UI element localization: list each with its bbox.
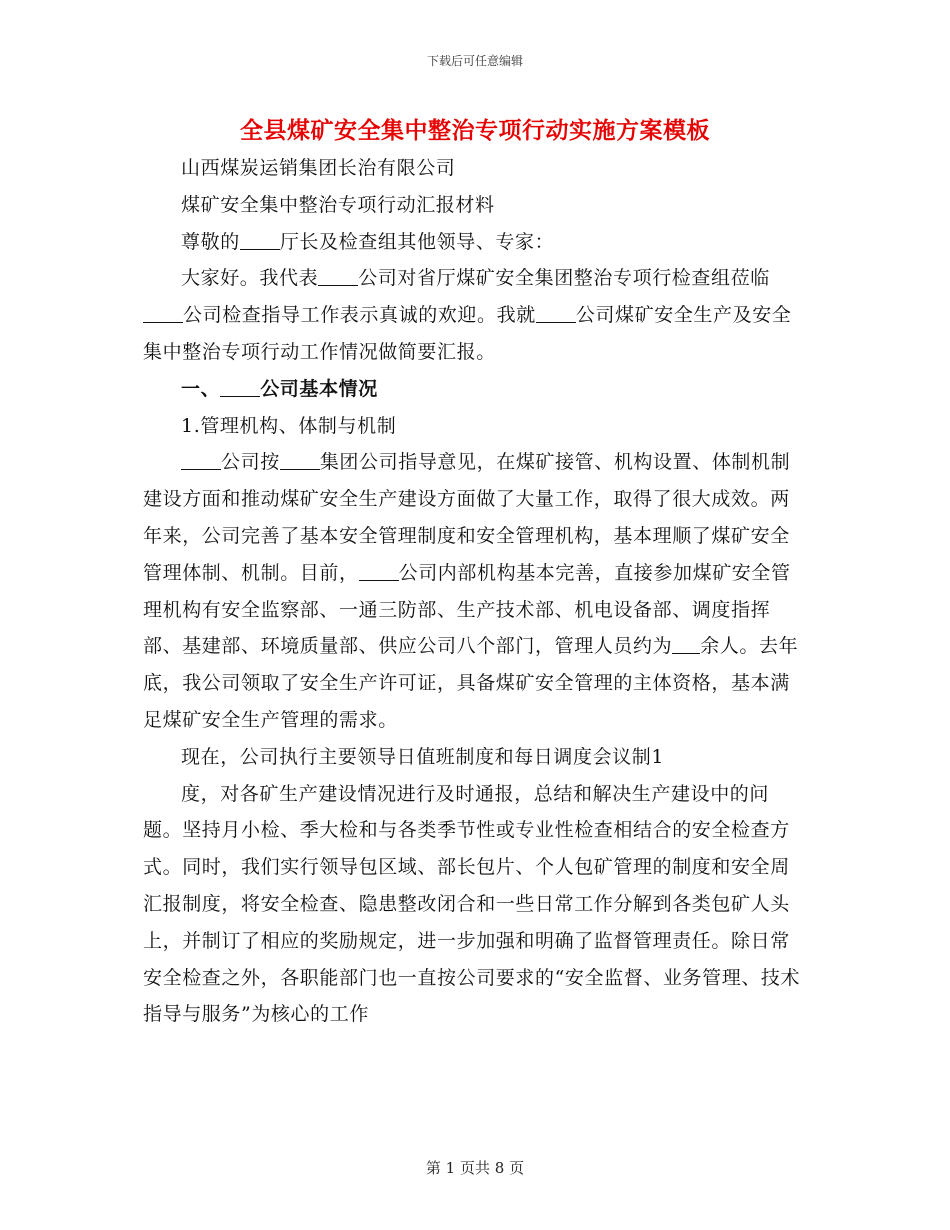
page-number: 第 1 页共 8 页 — [425, 1159, 525, 1177]
para1-text-d: 余人。去年底，我公司领取了安全生产许可证，具备煤矿安全管理的主体资格，基本满足煤矿安全生产管理的需求。 — [143, 635, 799, 731]
company-name: 山西煤炭运销集团长治有限公司 — [181, 157, 456, 179]
duty-paragraph-line: 现在，公司执行主要领导日值班制度和每日调度会议制1 — [181, 745, 665, 768]
blank-line — [280, 449, 320, 470]
salutation-text-a: 尊敬的 — [181, 230, 240, 253]
management-paragraph — [143, 444, 803, 738]
document-body — [143, 150, 803, 1033]
document-title: 全县煤矿安全集中整治专项行动实施方案模板 — [240, 117, 710, 144]
blank-line — [143, 302, 183, 323]
blank-line — [359, 560, 399, 581]
para1-text-a: 公司按 — [221, 451, 280, 474]
blank-line — [240, 229, 280, 250]
para1-text-b: 集团公司指导意见，在煤矿接管、机构设置、体制机制建设方面和推动煤矿安全生产建设方面做了大量工作，取得了很大成效。两年来，公司完善了基本安全管理制度和安全管理机构，基本理顺了煤矿安全管理体制、机制。目前， — [143, 451, 791, 584]
blank-line — [181, 449, 221, 470]
blank-line — [318, 265, 358, 286]
section-heading-1 — [143, 371, 803, 408]
intro-text-d: 公司煤矿安全生产及安全集中整治专项行动工作情况做简要汇报。 — [143, 304, 792, 363]
intro-text-b: 公司对省厅煤矿安全集团整治专项行检查组莅临 — [358, 267, 770, 290]
para1-text-c: 公司内部机构基本完善，直接参加煤矿安全管理机构有安全监察部、一通三防部、生产技术部、机电设备部、调度指挥部、基建部、环境质量部、供应公司八个部门，管理人员约为 — [143, 561, 791, 658]
blank-line — [536, 302, 576, 323]
intro-text-a: 大家好。我代表 — [181, 267, 319, 290]
page-header-note: 下载后可任意编辑 — [426, 54, 523, 68]
blank-line — [220, 376, 260, 397]
report-title: 煤矿安全集中整治专项行动汇报材料 — [181, 193, 495, 216]
salutation — [143, 224, 803, 261]
subheading-1: 1.管理机构、体制与机制 — [181, 414, 397, 437]
intro-text-c: 公司检查指导工作表示真诚的欢迎。我就 — [183, 304, 536, 327]
section-heading-suffix: 公司基本情况 — [260, 377, 378, 400]
section-heading-prefix: 一、 — [181, 377, 221, 400]
salutation-text-b: 厅长及检查组其他领导、专家： — [279, 230, 555, 253]
blank-line — [672, 633, 700, 654]
inspection-paragraph: 度，对各矿生产建设情况进行及时通报，总结和解决生产建设中的问题。坚持月小检、季大检和与各类季节性或专业性检查相结合的安全检查方式。同时，我们实行领导包区域、部长包片、个人包矿管理的制度和安全周汇报制度，将安全检查、隐患整改闭合和一些日常工作分解到各类包矿人头上，并制订了相应的奖励规定，进一步加强和明确了监督管理责任。除日常安全检查之外，各职能部门也一直按公司要求的“安全监督、业务管理、技术指导与服务”为核心的工作 — [143, 782, 801, 1026]
intro-paragraph — [143, 260, 803, 370]
